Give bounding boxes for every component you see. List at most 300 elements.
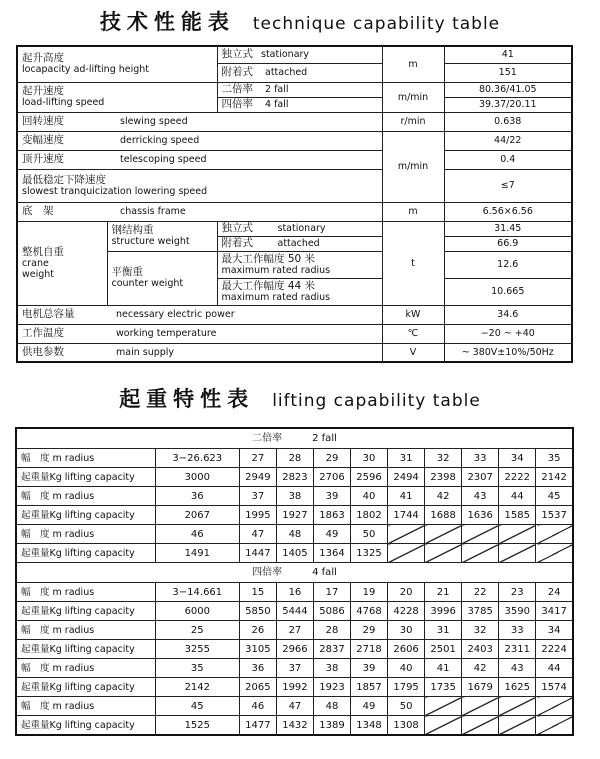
radius-value: 17 — [313, 583, 350, 602]
lifting-capability-table — [15, 427, 574, 736]
capacity-value: 2823 — [276, 468, 313, 487]
radius-label: 幅 度 m radius — [16, 621, 155, 640]
capacity-row — [16, 468, 573, 487]
radius-value: 43 — [462, 487, 499, 506]
radius-row — [16, 697, 573, 716]
power-unit — [382, 305, 444, 324]
title-en: technique capability table — [252, 14, 501, 34]
empty-cell — [536, 544, 573, 563]
radius-value: 28 — [313, 621, 350, 640]
capacity-row — [16, 716, 573, 736]
derricking-label — [17, 131, 382, 150]
label-en: load-lifting speed — [22, 97, 105, 108]
capacity-value: 1432 — [276, 716, 313, 736]
radius-row — [16, 487, 573, 506]
radius-value: 28 — [276, 449, 313, 468]
option-en: 2 fall — [265, 84, 289, 95]
lifting-speed-2fall — [217, 82, 382, 97]
supply-label — [17, 343, 382, 362]
capacity-value: 2311 — [499, 640, 536, 659]
capacity-value: 1857 — [351, 678, 388, 697]
radius-row — [16, 621, 573, 640]
label-cn: 平衡重 — [111, 266, 143, 278]
radius-value: 22 — [462, 583, 499, 602]
structure-stationary — [217, 221, 382, 236]
crane-weight-label — [17, 221, 107, 305]
capacity-value: 3590 — [499, 602, 536, 621]
speed-group-unit — [382, 131, 444, 202]
capacity-value: 1308 — [388, 716, 425, 736]
option-cn: 最大工作幅度 44 米 — [221, 279, 316, 292]
label-en: structure weight — [111, 236, 190, 247]
value: −20 ~ +40 — [480, 328, 535, 339]
capacity-value: 3105 — [239, 640, 276, 659]
radius-value: 42 — [462, 659, 499, 678]
unit: m/min — [397, 91, 429, 103]
value: 66.9 — [497, 238, 519, 249]
capacity-value: 4228 — [388, 602, 425, 621]
supply-value — [444, 343, 572, 362]
capacity-value: 2606 — [388, 640, 425, 659]
chassis-label — [17, 202, 382, 221]
lifting-height-stationary-value — [444, 46, 572, 63]
capacity-value: 1995 — [239, 506, 276, 525]
radius-value: 44 — [499, 487, 536, 506]
row-crane-weight-1 — [17, 221, 572, 236]
empty-cell — [388, 525, 425, 544]
radius-value: 36 — [155, 487, 239, 506]
radius-label: 幅 度 m radius — [16, 583, 155, 602]
label-cn: 起升速度 — [22, 85, 64, 97]
capacity-value: 1927 — [276, 506, 313, 525]
label-en: crane — [22, 257, 49, 269]
capacity-value: 1491 — [155, 544, 239, 563]
value: ≤7 — [500, 180, 515, 191]
lifting-table-title — [0, 383, 600, 413]
value: 34.6 — [497, 309, 519, 320]
radius-value: 27 — [276, 621, 313, 640]
radius-value: 40 — [388, 659, 425, 678]
counter-radius-50 — [217, 251, 382, 278]
option-en: stationary — [277, 223, 326, 234]
radius-row — [16, 449, 573, 468]
label-en: locapacity ad-lifting height — [22, 64, 150, 76]
counter-radius-44-value — [444, 278, 572, 305]
chassis-value — [444, 202, 572, 221]
radius-value: 45 — [536, 487, 573, 506]
radius-value: 37 — [276, 659, 313, 678]
label-en: slowest tranquicization lowering speed — [22, 185, 208, 197]
capacity-value: 3785 — [462, 602, 499, 621]
radius-value: 30 — [351, 449, 388, 468]
capacity-value: 4768 — [351, 602, 388, 621]
capacity-value: 6000 — [155, 602, 239, 621]
capacity-value: 1744 — [388, 506, 425, 525]
label-cn: 最低稳定下降速度 — [22, 173, 106, 186]
power-label — [17, 305, 382, 324]
radius-value: 3−14.661 — [155, 583, 239, 602]
radius-value: 44 — [536, 659, 573, 678]
radius-value: 39 — [351, 659, 388, 678]
radius-value: 32 — [425, 449, 462, 468]
temperature-value — [444, 324, 572, 343]
label-en: weight — [22, 268, 55, 280]
empty-cell — [425, 544, 462, 563]
radius-value: 30 — [388, 621, 425, 640]
lifting-speed-label — [17, 82, 217, 112]
capacity-value: 2718 — [351, 640, 388, 659]
radius-value: 34 — [536, 621, 573, 640]
capacity-value: 1688 — [425, 506, 462, 525]
radius-value: 38 — [276, 487, 313, 506]
row-temperature — [17, 324, 572, 343]
capacity-value: 1477 — [239, 716, 276, 736]
radius-value: 29 — [313, 449, 350, 468]
fall-header — [16, 428, 573, 449]
supply-unit — [382, 343, 444, 362]
radius-value: 46 — [239, 697, 276, 716]
option-cn: 附着式 — [221, 237, 253, 249]
unit: m — [408, 58, 418, 70]
empty-cell — [536, 716, 573, 736]
fall-header — [16, 563, 573, 583]
label-en: necessary electric power — [116, 309, 235, 320]
row-derricking — [17, 131, 572, 150]
empty-cell — [462, 544, 499, 563]
row-lowering — [17, 169, 572, 202]
value: 151 — [498, 67, 517, 78]
capacity-value: 5850 — [239, 602, 276, 621]
counter-radius-44 — [217, 278, 382, 305]
radius-value: 23 — [499, 583, 536, 602]
capacity-value: 1348 — [351, 716, 388, 736]
power-value — [444, 305, 572, 324]
capacity-value: 1802 — [351, 506, 388, 525]
unit: m — [408, 206, 418, 217]
empty-cell — [499, 716, 536, 736]
unit: m/min — [397, 161, 429, 172]
capacity-value: 2966 — [276, 640, 313, 659]
capacity-value: 1405 — [276, 544, 313, 563]
radius-value: 46 — [155, 525, 239, 544]
radius-value: 37 — [239, 487, 276, 506]
radius-value: 40 — [351, 487, 388, 506]
capacity-value: 1585 — [499, 506, 536, 525]
capacity-value: 1679 — [462, 678, 499, 697]
option-en: maximum rated radius — [221, 264, 331, 276]
radius-value: 41 — [388, 487, 425, 506]
empty-cell — [425, 697, 462, 716]
fall-header-row — [16, 428, 573, 449]
capacity-value: 1863 — [313, 506, 350, 525]
empty-cell — [462, 697, 499, 716]
value: 41 — [501, 49, 514, 61]
empty-cell — [536, 697, 573, 716]
label-en: main supply — [116, 346, 175, 358]
crane-weight-unit — [382, 221, 444, 305]
label-en: counter weight — [111, 278, 184, 289]
capacity-row — [16, 640, 573, 659]
value: 0.638 — [494, 116, 522, 127]
lifting-speed-4fall-value — [444, 97, 572, 112]
radius-label: 幅 度 m radius — [16, 697, 155, 716]
empty-cell — [536, 525, 573, 544]
value: 12.6 — [497, 259, 519, 270]
row-power — [17, 305, 572, 324]
capacity-label: 起重量Kg lifting capacity — [16, 602, 155, 621]
capacity-value: 3000 — [155, 468, 239, 487]
fall-header-row — [16, 563, 573, 583]
radius-value: 15 — [239, 583, 276, 602]
radius-value: 16 — [276, 583, 313, 602]
counter-radius-50-value — [444, 251, 572, 278]
capacity-value: 1795 — [388, 678, 425, 697]
value: 44/22 — [494, 135, 522, 146]
label-cn: 供电参数 — [22, 345, 64, 358]
radius-label: 幅 度 m radius — [16, 525, 155, 544]
radius-label: 幅 度 m radius — [16, 659, 155, 678]
capacity-value: 2837 — [313, 640, 350, 659]
slewing-value — [444, 112, 572, 131]
capacity-value: 1992 — [276, 678, 313, 697]
empty-cell — [499, 525, 536, 544]
label-cn: 整机自重 — [22, 245, 64, 258]
capacity-label: 起重量Kg lifting capacity — [16, 640, 155, 659]
capacity-value: 1574 — [536, 678, 573, 697]
label-cn: 顶升速度 — [22, 153, 64, 165]
radius-value: 42 — [425, 487, 462, 506]
capacity-value: 2307 — [462, 468, 499, 487]
radius-value: 21 — [425, 583, 462, 602]
capacity-value: 5444 — [276, 602, 313, 621]
slewing-unit — [382, 112, 444, 131]
radius-value: 49 — [351, 697, 388, 716]
radius-value: 31 — [425, 621, 462, 640]
label-cn: 底 架 — [22, 205, 54, 217]
row-telescoping — [17, 150, 572, 169]
radius-value: 29 — [351, 621, 388, 640]
technique-table-title — [0, 6, 600, 36]
radius-row — [16, 525, 573, 544]
fall-header-en: 2 fall — [312, 433, 337, 444]
radius-label: 幅 度 m radius — [16, 487, 155, 506]
radius-value: 35 — [155, 659, 239, 678]
capacity-label: 起重量Kg lifting capacity — [16, 468, 155, 487]
option-cn: 独立式 — [221, 222, 253, 234]
empty-cell — [425, 525, 462, 544]
empty-cell — [388, 544, 425, 563]
capacity-value: 1525 — [155, 716, 239, 736]
label-en: chassis frame — [120, 206, 186, 217]
label-en: working temperature — [116, 328, 217, 339]
capacity-value: 1389 — [313, 716, 350, 736]
radius-value: 41 — [425, 659, 462, 678]
empty-cell — [462, 716, 499, 736]
unit: t — [411, 257, 415, 269]
option-en: attached — [265, 67, 308, 78]
option-en: stationary — [261, 49, 310, 61]
radius-value: 35 — [536, 449, 573, 468]
radius-value: 47 — [276, 697, 313, 716]
radius-label: 幅 度 m radius — [16, 449, 155, 468]
value: 0.4 — [500, 154, 516, 165]
unit: V — [409, 346, 417, 358]
radius-value: 39 — [313, 487, 350, 506]
fall-header-en: 4 fall — [312, 567, 337, 578]
radius-value: 50 — [351, 525, 388, 544]
capacity-value: 1735 — [425, 678, 462, 697]
option-cn: 独立式 — [221, 48, 253, 61]
capacity-value: 2142 — [155, 678, 239, 697]
row-lifting-height-1 — [17, 46, 572, 63]
capacity-label: 起重量Kg lifting capacity — [16, 716, 155, 736]
radius-value: 47 — [239, 525, 276, 544]
fall-header-cn: 二倍率 — [252, 433, 283, 444]
capacity-label: 起重量Kg lifting capacity — [16, 544, 155, 563]
radius-value: 50 — [388, 697, 425, 716]
label-cn: 起升高度 — [22, 52, 64, 65]
label-cn: 钢结构重 — [111, 224, 154, 236]
structure-weight-label — [107, 221, 217, 251]
lifting-speed-unit — [382, 82, 444, 112]
value: 10.665 — [491, 286, 525, 297]
capacity-value: 1636 — [462, 506, 499, 525]
lowering-value — [444, 169, 572, 202]
capacity-value: 5086 — [313, 602, 350, 621]
value: 6.56×6.56 — [482, 206, 533, 217]
capacity-row — [16, 678, 573, 697]
title-en: lifting capability table — [272, 391, 481, 411]
label-cn: 电机总容量 — [22, 308, 75, 320]
radius-value: 48 — [276, 525, 313, 544]
radius-value: 19 — [351, 583, 388, 602]
row-supply — [17, 343, 572, 362]
title-cn: 起重特性表 — [119, 386, 255, 411]
option-en: 4 fall — [265, 99, 289, 110]
capacity-value: 2949 — [239, 468, 276, 487]
capacity-value: 1923 — [313, 678, 350, 697]
capacity-row — [16, 544, 573, 563]
radius-value: 33 — [462, 449, 499, 468]
radius-value: 27 — [239, 449, 276, 468]
lifting-speed-4fall — [217, 97, 382, 112]
slewing-label — [17, 112, 382, 131]
value: 39.37/20.11 — [478, 99, 537, 110]
radius-value: 45 — [155, 697, 239, 716]
label-en: derricking speed — [120, 135, 200, 146]
lifting-speed-2fall-value — [444, 82, 572, 97]
radius-value: 25 — [155, 621, 239, 640]
capacity-value: 1625 — [499, 678, 536, 697]
capacity-value: 2065 — [239, 678, 276, 697]
option-cn: 四倍率 — [221, 98, 253, 110]
technique-capability-table — [16, 45, 573, 363]
capacity-value: 3417 — [536, 602, 573, 621]
chassis-unit — [382, 202, 444, 221]
row-chassis — [17, 202, 572, 221]
capacity-value: 2706 — [313, 468, 350, 487]
radius-value: 3−26.623 — [155, 449, 239, 468]
label-en: telescoping speed — [120, 154, 207, 165]
capacity-value: 2224 — [536, 640, 573, 659]
structure-attached — [217, 236, 382, 251]
radius-value: 34 — [499, 449, 536, 468]
empty-cell — [499, 544, 536, 563]
unit: kW — [405, 309, 421, 320]
value: ~ 380V±10%/50Hz — [461, 346, 554, 358]
label-cn: 变幅速度 — [22, 134, 64, 146]
option-cn: 二倍率 — [221, 83, 253, 95]
capacity-value: 1364 — [313, 544, 350, 563]
option-en: attached — [277, 238, 320, 249]
capacity-value: 2403 — [462, 640, 499, 659]
structure-stationary-value — [444, 221, 572, 236]
value: 31.45 — [494, 223, 522, 234]
radius-value: 48 — [313, 697, 350, 716]
capacity-value: 2398 — [425, 468, 462, 487]
capacity-value: 2142 — [536, 468, 573, 487]
option-cn: 最大工作幅度 50 米 — [221, 252, 316, 265]
row-slewing — [17, 112, 572, 131]
radius-value: 31 — [388, 449, 425, 468]
unit: ℃ — [407, 328, 419, 339]
capacity-value: 1537 — [536, 506, 573, 525]
lifting-height-attached-value — [444, 63, 572, 82]
lifting-height-attached — [217, 63, 382, 82]
radius-value: 24 — [536, 583, 573, 602]
capacity-value: 1447 — [239, 544, 276, 563]
capacity-value: 1325 — [351, 544, 388, 563]
telescoping-label — [17, 150, 382, 169]
radius-value: 33 — [499, 621, 536, 640]
telescoping-value — [444, 150, 572, 169]
lifting-height-unit — [382, 46, 444, 82]
radius-row — [16, 659, 573, 678]
capacity-value: 2596 — [351, 468, 388, 487]
radius-value: 26 — [239, 621, 276, 640]
option-cn: 附着式 — [221, 66, 253, 78]
capacity-row — [16, 506, 573, 525]
empty-cell — [425, 716, 462, 736]
label-cn: 工作温度 — [22, 327, 64, 339]
capacity-label: 起重量Kg lifting capacity — [16, 506, 155, 525]
capacity-value: 2501 — [425, 640, 462, 659]
option-en: maximum rated radius — [221, 291, 331, 303]
lifting-height-label — [17, 46, 217, 82]
empty-cell — [462, 525, 499, 544]
capacity-value: 2494 — [388, 468, 425, 487]
radius-value: 43 — [499, 659, 536, 678]
title-cn: 技术性能表 — [99, 9, 235, 34]
derricking-value — [444, 131, 572, 150]
lowering-label — [17, 169, 382, 202]
capacity-value: 2067 — [155, 506, 239, 525]
radius-value: 38 — [313, 659, 350, 678]
temperature-label — [17, 324, 382, 343]
capacity-row — [16, 602, 573, 621]
radius-value: 20 — [388, 583, 425, 602]
capacity-value: 2222 — [499, 468, 536, 487]
unit: r/min — [400, 116, 426, 127]
value: 80.36/41.05 — [478, 84, 537, 95]
capacity-value: 3996 — [425, 602, 462, 621]
empty-cell — [499, 697, 536, 716]
counter-weight-label — [107, 251, 217, 305]
label-en: slewing speed — [120, 116, 188, 127]
capacity-label: 起重量Kg lifting capacity — [16, 678, 155, 697]
fall-header-cn: 四倍率 — [252, 567, 283, 578]
row-lifting-speed-1 — [17, 82, 572, 97]
